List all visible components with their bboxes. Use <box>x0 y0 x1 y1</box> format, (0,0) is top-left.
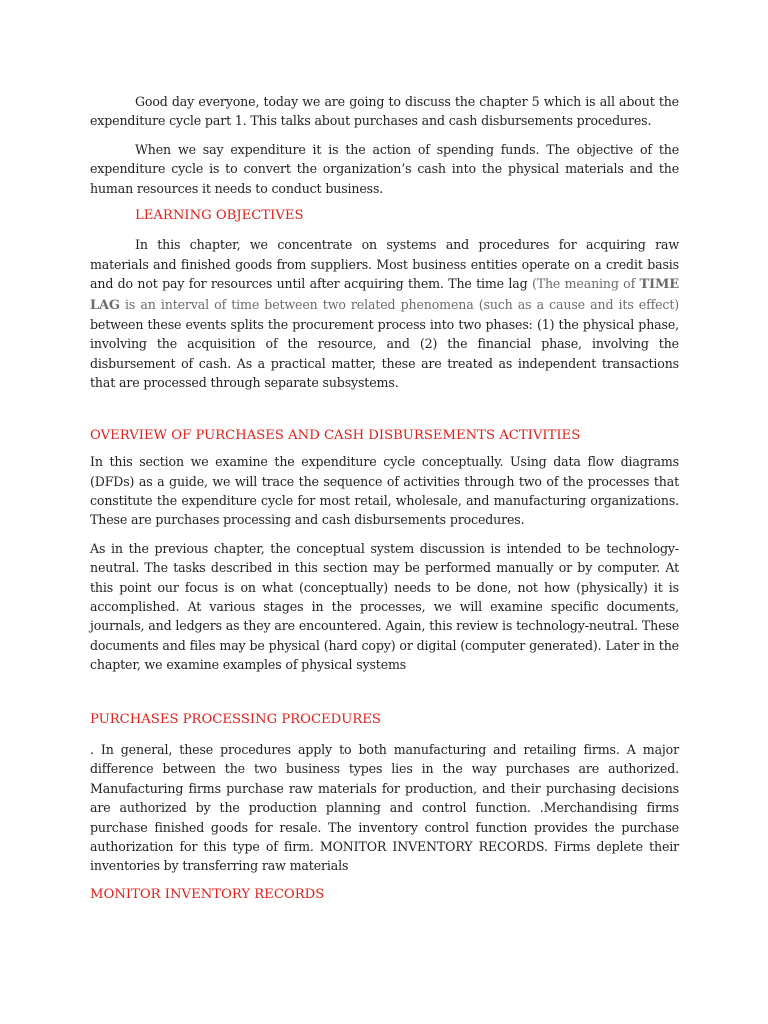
overview-paragraph-1: In this section we examine the expenditure cycle conceptually. Using data flow diagrams (DFDs) as a guide, we will trace the sequence of activities through two of the processes that constitute the expenditure cycle for most retail, wholesale, and manufacturing organizations. These are purchases processing and cash disbursements procedures. <box>90 454 679 528</box>
overview-heading: OVERVIEW OF PURCHASES AND CASH DISBURSEMENTS ACTIVITIES <box>90 427 581 443</box>
overview-paragraph-2: As in the previous chapter, the conceptual system discussion is intended to be technology-neutral. The tasks described in this section may be performed manually or by computer. At this point our focus is on what (conceptually) needs to be done, not how (physically) it is accomplished. At various stages in the processes, we will examine specific documents, journals, and ledgers as they are encountered. Again, this review is technology-neutral. These documents and files may be physical (hard copy) or digital (computer generated). Later in the chapter, we examine examples of physical systems <box>90 540 679 673</box>
learning-objectives-paragraph <box>90 235 679 392</box>
learning-text-part-1: In this chapter, we concentrate on systems and procedures for acquiring raw materials and finished goods from suppliers. Most business entities operate on a credit basis and do not pay for resources until after acquiring them. The time lag <box>90 237 679 292</box>
learning-text-part-2: between these events splits the procurement process into two phases: (1) the physical phase, involving the acquisition of the resource, and (2) the financial phase, involving the disbursement of cash. As a practical matter, these are treated as independent transactions that are processed through separate subsystems. <box>90 317 679 391</box>
purchases-processing-paragraph: . In general, these procedures apply to both manufacturing and retailing firms. A major difference between the two business types lies in the way purchases are authorized. Manufacturing firms purchase raw materials for production, and their purchasing decisions are authorized by the production planning and control function. .Merchandising firms purchase finished goods for resale. The inventory control function provides the purchase authorization for this type of firm. MONITOR INVENTORY RECORDS. Firms deplete their inventories by transferring raw materials <box>90 741 679 874</box>
monitor-inventory-heading: MONITOR INVENTORY RECORDS <box>90 886 325 902</box>
expenditure-definition-paragraph: When we say expenditure it is the action of spending funds. The objective of the expenditure cycle is to convert the organization’s cash into the physical materials and the human resources it needs to conduct business. <box>90 141 679 196</box>
intro-paragraph: Good day everyone, today we are going to discuss the chapter 5 which is all about the expenditure cycle part 1. This talks about purchases and cash disbursements procedures. <box>90 94 679 129</box>
purchases-processing-heading: PURCHASES PROCESSING PROCEDURES <box>90 711 381 727</box>
time-lag-definition-text: is an interval of time between two related phenomena (such as a cause and its effect) <box>119 296 679 312</box>
time-lag-definition-open: (The meaning of <box>531 276 640 292</box>
learning-objectives-heading: LEARNING OBJECTIVES <box>135 208 304 224</box>
time-lag-term: TIME LAG <box>90 277 679 313</box>
